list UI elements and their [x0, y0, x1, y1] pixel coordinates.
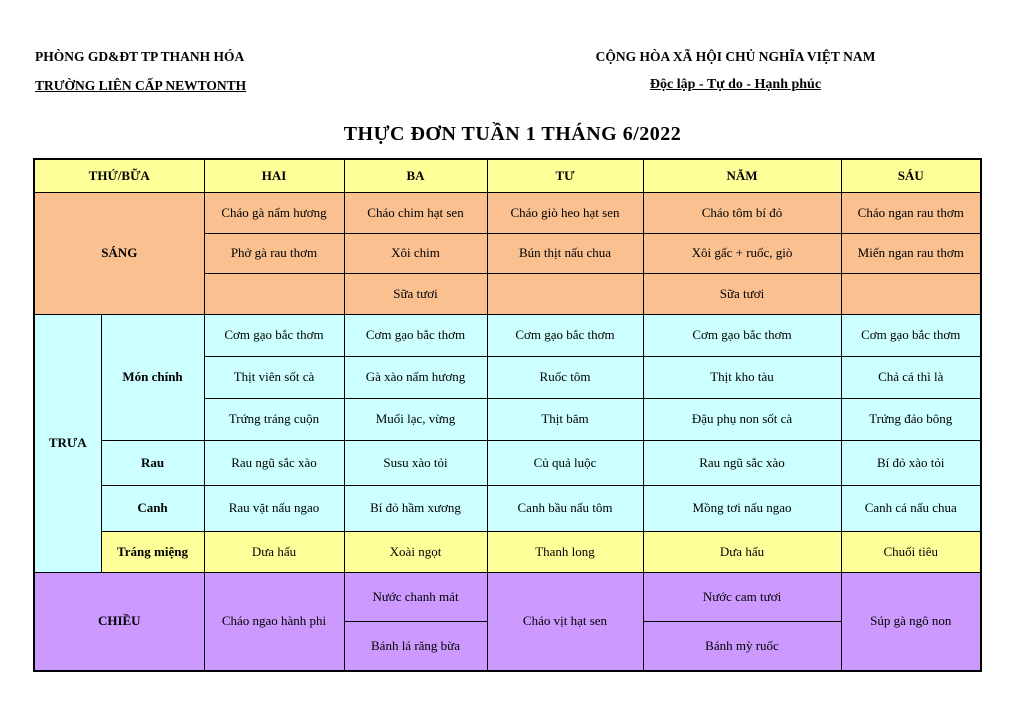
menu-table: [33, 158, 982, 672]
menu-cell: Cháo vịt hạt sen: [487, 572, 643, 671]
menu-cell: Ruốc tôm: [487, 356, 643, 398]
department-name: PHÒNG GD&ĐT TP THANH HÓA: [35, 49, 245, 64]
menu-cell: Rau ngũ sắc xào: [204, 440, 344, 485]
menu-cell: Miến ngan rau thơm: [841, 233, 981, 273]
menu-cell: Canh bầu nấu tôm: [487, 485, 643, 531]
corner-header: THỨ/BỮA: [34, 159, 204, 192]
course-label-canh: Canh: [101, 485, 204, 531]
menu-cell: Cơm gạo bắc thơm: [643, 314, 841, 356]
menu-cell: Muối lạc, vừng: [344, 398, 487, 440]
menu-cell: Củ quả luộc: [487, 440, 643, 485]
meal-label-chieu: CHIỀU: [34, 572, 204, 671]
menu-cell: Cơm gạo bắc thơm: [487, 314, 643, 356]
menu-table-body: [34, 159, 981, 671]
menu-cell: Sữa tươi: [344, 273, 487, 314]
day-header-nam: NĂM: [643, 159, 841, 192]
menu-cell: Bún thịt nấu chua: [487, 233, 643, 273]
menu-cell: Cơm gạo bắc thơm: [204, 314, 344, 356]
menu-cell: Xôi chim: [344, 233, 487, 273]
school-name: TRƯỜNG LIÊN CẤP NEWTONTH: [35, 77, 247, 93]
menu-cell: Nước chanh mát: [344, 572, 487, 621]
menu-cell: Xôi gấc + ruốc, giò: [643, 233, 841, 273]
menu-cell: Cháo gà nấm hương: [204, 192, 344, 233]
menu-cell: Thanh long: [487, 531, 643, 572]
menu-cell: Dưa hấu: [643, 531, 841, 572]
menu-cell: Đậu phụ non sốt cà: [643, 398, 841, 440]
course-label-rau: Rau: [101, 440, 204, 485]
course-label-mon-chinh: Món chính: [101, 314, 204, 440]
menu-row-10: [34, 572, 981, 621]
menu-cell: Chuối tiêu: [841, 531, 981, 572]
menu-cell: Cháo chim hạt sen: [344, 192, 487, 233]
menu-cell: Thịt băm: [487, 398, 643, 440]
menu-cell: Canh cá nấu chua: [841, 485, 981, 531]
menu-cell: Rau vặt nấu ngao: [204, 485, 344, 531]
menu-cell: Rau ngũ sắc xào: [643, 440, 841, 485]
menu-row-9: [34, 531, 981, 572]
menu-cell: Súp gà ngô non: [841, 572, 981, 671]
menu-cell: Susu xào tỏi: [344, 440, 487, 485]
menu-cell: Cháo ngan rau thơm: [841, 192, 981, 233]
national-motto-line1: CỘNG HÒA XÃ HỘI CHỦ NGHĨA VIỆT NAM: [595, 49, 876, 64]
menu-cell: Cơm gạo bắc thơm: [841, 314, 981, 356]
meal-label-sang: SÁNG: [34, 192, 204, 314]
menu-cell: Cháo giò heo hạt sen: [487, 192, 643, 233]
menu-cell: Trứng tráng cuộn: [204, 398, 344, 440]
day-header-hai: HAI: [204, 159, 344, 192]
menu-cell: Nước cam tươi: [643, 572, 841, 621]
menu-cell: Bánh lá răng bừa: [344, 621, 487, 671]
menu-row-7: [34, 440, 981, 485]
empty-cell: [204, 273, 344, 314]
menu-cell: Mồng tơi nấu ngao: [643, 485, 841, 531]
menu-cell: Cháo tôm bí đỏ: [643, 192, 841, 233]
menu-cell: Cơm gạo bắc thơm: [344, 314, 487, 356]
menu-row-1: [34, 192, 981, 233]
menu-cell: Bí đỏ hầm xương: [344, 485, 487, 531]
org-header-right: [548, 50, 923, 92]
menu-row-0: [34, 159, 981, 192]
menu-cell: Sữa tươi: [643, 273, 841, 314]
course-label-trang-mieng: Tráng miệng: [101, 531, 204, 572]
menu-cell: Bí đỏ xào tỏi: [841, 440, 981, 485]
national-motto-line2: Độc lập - Tự do - Hạnh phúc: [649, 76, 822, 92]
menu-cell: Chả cá thì là: [841, 356, 981, 398]
org-header-left: [35, 50, 246, 92]
day-header-tu: TƯ: [487, 159, 643, 192]
menu-cell: Cháo ngao hành phi: [204, 572, 344, 671]
menu-row-8: [34, 485, 981, 531]
day-header-sau: SÁU: [841, 159, 981, 192]
day-header-ba: BA: [344, 159, 487, 192]
menu-cell: Trứng đảo bông: [841, 398, 981, 440]
menu-cell: Phở gà rau thơm: [204, 233, 344, 273]
empty-cell: [841, 273, 981, 314]
menu-cell: Gà xào nấm hương: [344, 356, 487, 398]
menu-cell: Thịt kho tàu: [643, 356, 841, 398]
meal-label-trua: TRƯA: [34, 314, 101, 572]
menu-cell: Xoài ngọt: [344, 531, 487, 572]
page-title: THỰC ĐƠN TUẦN 1 THÁNG 6/2022: [343, 123, 682, 145]
menu-row-4: [34, 314, 981, 356]
empty-cell: [487, 273, 643, 314]
menu-cell: Dưa hấu: [204, 531, 344, 572]
menu-cell: Thịt viên sốt cà: [204, 356, 344, 398]
menu-cell: Bánh mỳ ruốc: [643, 621, 841, 671]
